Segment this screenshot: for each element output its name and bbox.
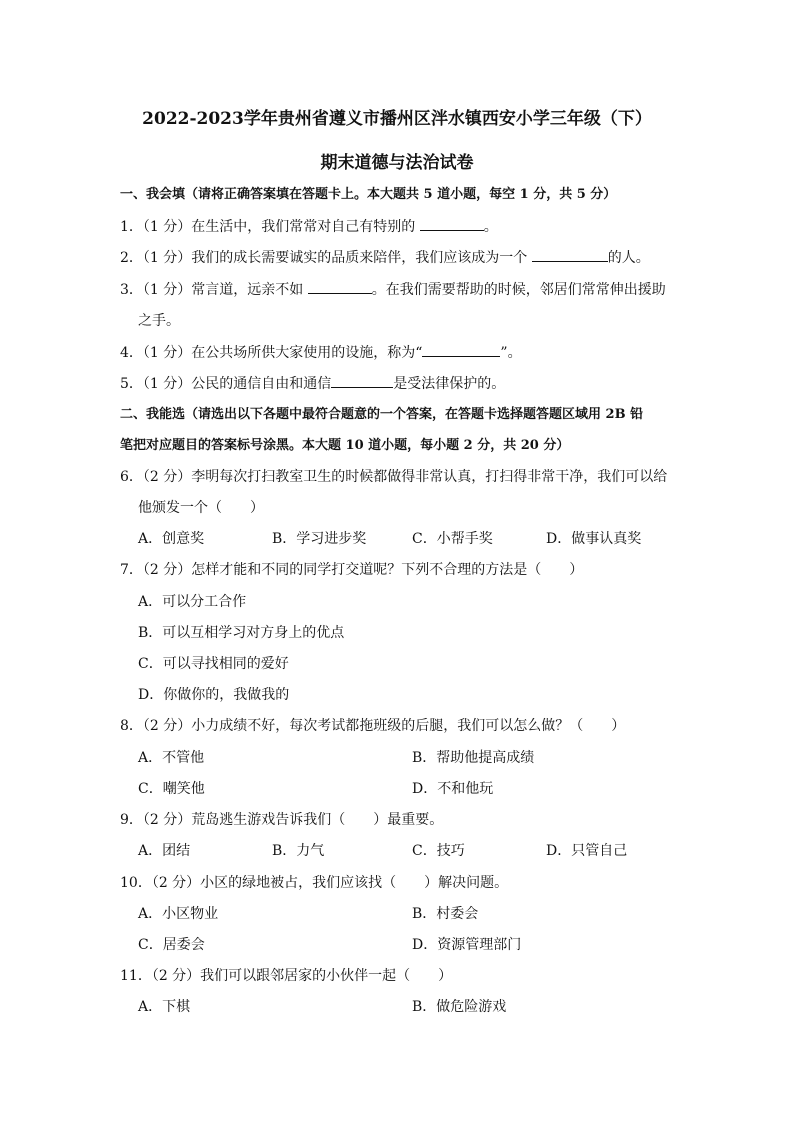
question-7: 7．（2 分）怎样才能和不同的同学打交道呢？下列不合理的方法是（ ）	[120, 562, 584, 578]
question-3-cont: 之手。	[138, 313, 180, 329]
question-1	[120, 216, 498, 237]
q7-option-b: B．可以互相学习对方身上的优点	[138, 625, 345, 641]
q1-text: 1．（1 分）在生活中，我们常常对自己有特别的	[120, 219, 420, 235]
section2-header-line2: 笔把对应题目的答案标号涂黑。本大题 10 道小题，每小题 2 分，共 20 分）	[120, 438, 570, 453]
question-6-cont: 他颁发一个（ ）	[138, 500, 264, 516]
q10-option-c: C．居委会	[138, 937, 205, 953]
q3-blank	[308, 279, 372, 294]
q2-blank	[532, 247, 608, 262]
q7-option-d: D．你做你的，我做我的	[138, 687, 290, 703]
q6-option-d: D．做事认真奖	[546, 531, 642, 547]
q8-option-c: C．嘲笑他	[138, 781, 205, 797]
q5-post: 是受法律保护的。	[393, 376, 506, 392]
q9-option-b: B．力气	[272, 843, 325, 859]
q11-option-b: B．做危险游戏	[412, 999, 507, 1015]
question-11: 11．（2 分）我们可以跟邻居家的小伙伴一起（ ）	[120, 968, 453, 984]
question-5	[120, 373, 505, 394]
q8-option-a: A．不管他	[138, 750, 205, 766]
question-2	[120, 247, 650, 268]
q4-post: ”。	[500, 345, 522, 361]
q5-blank	[331, 373, 393, 388]
q8-option-d: D．不和他玩	[412, 781, 494, 797]
q10-option-b: B．村委会	[412, 906, 479, 922]
q10-option-a: A．小区物业	[138, 906, 219, 922]
q2-text: 2．（1 分）我们的成长需要诚实的品质来陪伴，我们应该成为一个	[120, 250, 532, 266]
q6-option-c: C．小帮手奖	[412, 531, 493, 547]
q10-option-d: D．资源管理部门	[412, 937, 522, 953]
q9-option-d: D．只管自己	[546, 843, 628, 859]
question-9: 9．（2 分）荒岛逃生游戏告诉我们（ ）最重要。	[120, 812, 444, 828]
section1-header: 一、我会填（请将正确答案填在答题卡上。本大题共 5 道小题，每空 1 分，共 5 分）	[120, 187, 617, 202]
q9-option-a: A．团结	[138, 843, 191, 859]
q1-post: 。	[483, 219, 498, 235]
q6-option-a: A．创意奖	[138, 531, 205, 547]
q7-option-c: C．可以寻找相同的爱好	[138, 656, 289, 672]
question-4	[120, 342, 522, 363]
question-3	[120, 279, 666, 300]
q3-post: 。在我们需要帮助的时候，邻居们常常伸出援助	[371, 282, 666, 298]
q4-text: 4．（1 分）在公共场所供大家使用的设施，称为“	[120, 345, 423, 361]
exam-title-line1: 2022-2023学年贵州省遵义市播州区泮水镇西安小学三年级（下）	[142, 109, 652, 129]
q11-option-a: A．下棋	[138, 999, 191, 1015]
q8-option-b: B．帮助他提高成绩	[412, 750, 535, 766]
question-8: 8．（2 分）小力成绩不好，每次考试都拖班级的后腿，我们可以怎么做？（ ）	[120, 718, 626, 734]
q9-option-c: C．技巧	[412, 843, 465, 859]
q7-option-a: A．可以分工合作	[138, 594, 247, 610]
section2-header-line1: 二、我能选（请选出以下各题中最符合题意的一个答案，在答题卡选择题答题区域用 2B 铅	[120, 407, 644, 422]
question-6: 6．（2 分）李明每次打扫教室卫生的时候都做得非常认真，打扫得非常干净，我们可以给	[120, 469, 668, 485]
q6-option-b: B．学习进步奖	[272, 531, 367, 547]
exam-title-line2: 期末道德与法治试卷	[320, 153, 474, 173]
q4-blank	[422, 342, 500, 357]
q3-text: 3．（1 分）常言道，远亲不如	[120, 282, 308, 298]
q5-text: 5．（1 分）公民的通信自由和通信	[120, 376, 332, 392]
q1-blank	[420, 216, 484, 231]
q2-post: 的人。	[607, 250, 650, 266]
question-10: 10．（2 分）小区的绿地被占，我们应该找（ ）解决问题。	[120, 875, 509, 891]
